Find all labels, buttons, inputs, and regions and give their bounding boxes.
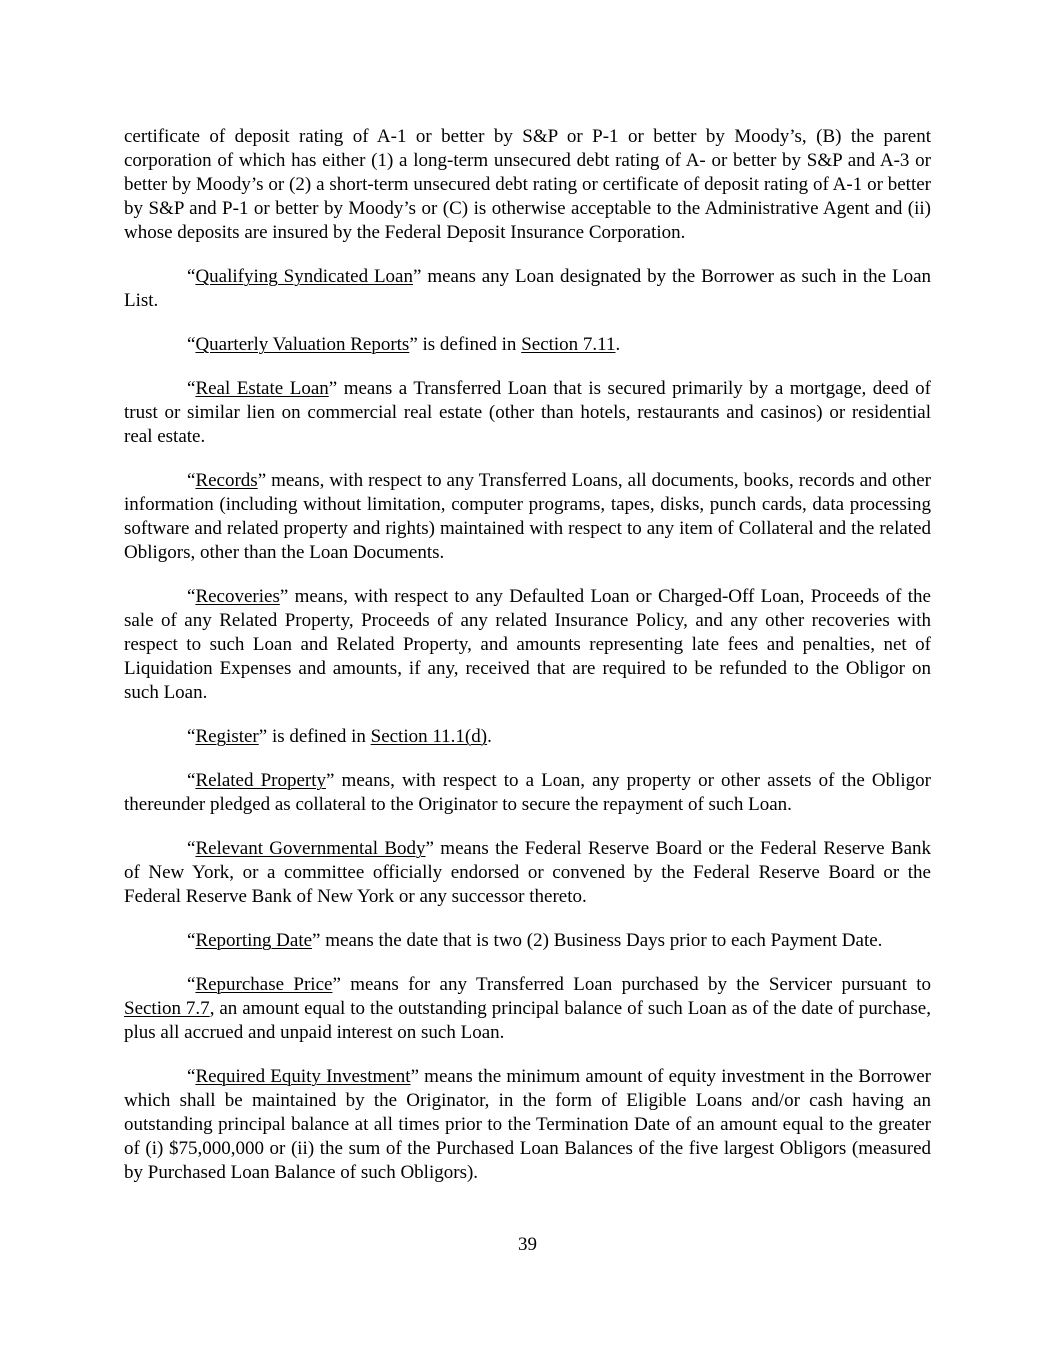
open-quote: “ xyxy=(187,334,196,355)
definition-quarterly-valuation-reports xyxy=(124,333,931,357)
open-quote: “ xyxy=(187,586,196,607)
definition-text: . xyxy=(615,334,621,355)
definition-text: ” means the Federal Reserve Board or the Federal Reserve Bank of New York, or a committee officially endorsed or convened by the Federal Reserve Board or the Federal Reserve Bank of New York or any successor thereto. xyxy=(124,838,932,907)
definition-text: . xyxy=(487,726,492,747)
open-quote: “ xyxy=(187,770,196,791)
definition-text: ” means the date that is two (2) Business Days prior to each Payment Date. xyxy=(312,930,883,951)
section-reference: Section 7.11 xyxy=(521,334,616,355)
open-quote: “ xyxy=(187,378,196,399)
definition-relevant-governmental-body xyxy=(124,837,931,909)
document-page xyxy=(124,125,931,1205)
definition-text: ” means the minimum amount of equity investment in the Borrower which shall be maintained by the Originator, in the form of Eligible Loans and/or cash having an outstanding principal balance at all times prior to the Termination Date of an amount equal to the greater of (i) $75,000,000 or (ii) the sum of the Purchased Loan Balances of the five largest Obligors (measured by Purchased Loan Balance of such Obligors). xyxy=(124,1066,932,1183)
defined-term: Reporting Date xyxy=(195,930,313,951)
definition-required-equity-investment xyxy=(124,1065,931,1185)
definition-reporting-date xyxy=(124,929,931,953)
defined-term: Real Estate Loan xyxy=(195,378,329,399)
definition-text: ” means for any Transferred Loan purchased by the Servicer pursuant to xyxy=(332,974,931,995)
definition-text: ” means, with respect to any Transferred Loans, all documents, books, records and other information (including without limitation, computer programs, tapes, disks, punch cards, data processing software and related property and rights) maintained with respect to any item of Collateral and the related Obligors, other than the Loan Documents. xyxy=(124,470,931,563)
section-reference: Section 7.7 xyxy=(124,998,210,1019)
open-quote: “ xyxy=(187,266,196,287)
definition-continuation xyxy=(124,125,931,245)
open-quote: “ xyxy=(187,974,196,995)
open-quote: “ xyxy=(187,1066,196,1087)
open-quote: “ xyxy=(187,470,196,491)
defined-term: Recoveries xyxy=(195,586,280,607)
open-quote: “ xyxy=(187,726,196,747)
page-number: 39 xyxy=(518,1234,537,1255)
definition-real-estate-loan xyxy=(124,377,931,449)
defined-term: Required Equity Investment xyxy=(195,1066,411,1087)
paragraph-text: certificate of deposit rating of A-1 or better by S&P or P-1 or better by Moody’s, (B) the parent corporation of which has either (1) a long-term unsecured debt rating of A- or better by S&P and A-3 or better by Moody’s or (2) a short-term unsecured debt rating or certificate of deposit rating of A-1 or better by S&P and P-1 or better by Moody’s or (C) is otherwise acceptable to the Administrative Agent and (ii) whose deposits are insured by the Federal Deposit Insurance Corporation. xyxy=(124,126,931,243)
definition-text: ” means, with respect to any Defaulted Loan or Charged-Off Loan, Proceeds of the sale of any Related Property, Proceeds of any related Insurance Policy, and any other recoveries with respect to such Loan and Related Property, and amounts representing late fees and penalties, net of Liquidation Expenses and amounts, if any, received that are required to be refunded to the Obligor on such Loan. xyxy=(124,586,931,703)
definition-repurchase-price xyxy=(124,973,931,1045)
definition-register xyxy=(124,725,931,749)
open-quote: “ xyxy=(187,930,196,951)
definition-related-property xyxy=(124,769,931,817)
definition-text: ” is defined in xyxy=(409,334,522,355)
definition-qualifying-syndicated-loan xyxy=(124,265,931,313)
defined-term: Related Property xyxy=(195,770,327,791)
definition-text: ” is defined in xyxy=(258,726,371,747)
defined-term: Quarterly Valuation Reports xyxy=(195,334,410,355)
section-reference: Section 11.1(d) xyxy=(370,726,488,747)
definition-text: , an amount equal to the outstanding principal balance of such Loan as of the date of purchase, plus all accrued and unpaid interest on such Loan. xyxy=(124,998,931,1043)
definition-records xyxy=(124,469,931,565)
defined-term: Records xyxy=(195,470,258,491)
defined-term: Register xyxy=(195,726,259,747)
defined-term: Relevant Governmental Body xyxy=(195,838,426,859)
definition-recoveries xyxy=(124,585,931,705)
definition-text: ” means a Transferred Loan that is secured primarily by a mortgage, deed of trust or similar lien on commercial real estate (other than hotels, restaurants and casinos) or residential real estate. xyxy=(124,378,931,447)
defined-term: Repurchase Price xyxy=(195,974,333,995)
open-quote: “ xyxy=(187,838,196,859)
definition-text: ” means, with respect to a Loan, any property or other assets of the Obligor thereunder pledged as collateral to the Originator to secure the repayment of such Loan. xyxy=(124,770,931,815)
defined-term: Qualifying Syndicated Loan xyxy=(195,266,413,287)
definition-text: ” means any Loan designated by the Borrower as such in the Loan List. xyxy=(124,266,932,311)
